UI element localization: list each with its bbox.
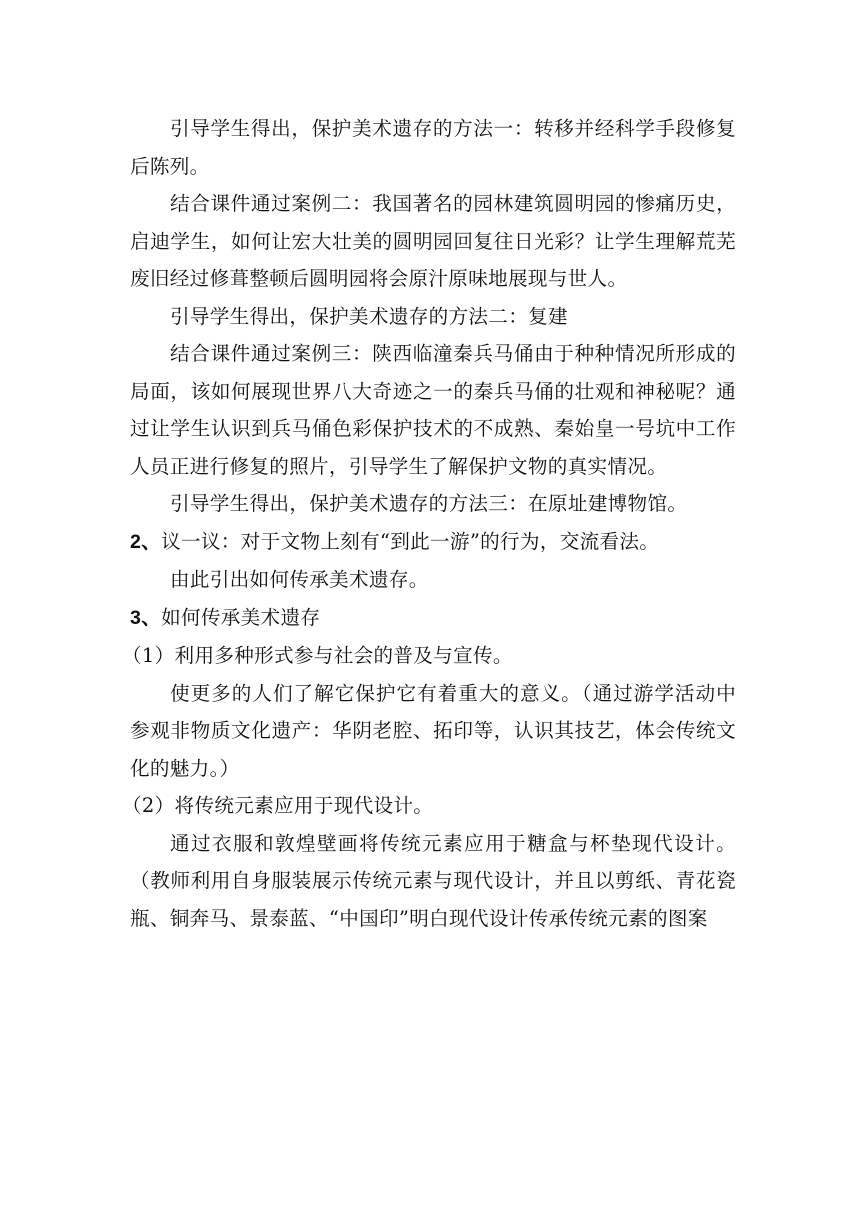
paragraph-significance: 使更多的人们了解它保护它有着重大的意义。（通过游学活动中参观非物质文化遗产：华阴老腔、拓印等，认识其技艺，体会传统文化的魅力。） xyxy=(130,681,736,780)
document-body xyxy=(122,110,736,937)
sub-item-2: （2）将传统元素应用于现代设计。 xyxy=(122,794,434,817)
sub-item-1: （1）利用多种形式参与社会的普及与宣传。 xyxy=(122,644,513,667)
paragraph-case-two: 结合课件通过案例二：我国著名的园林建筑圆明园的惨痛历史，启迪学生，如何让宏大壮美的圆明园回复往日光彩？让学生理解荒芜废旧经过修葺整顿后圆明园将会原汁原味地展现与世人。 xyxy=(130,192,736,290)
list-item-inherit-text: 如何传承美术遗存 xyxy=(161,605,321,629)
paragraph-method-two: 引导学生得出，保护美术遗存的方法二：复建 xyxy=(170,304,568,328)
paragraph-case-three: 结合课件通过案例三：陕西临潼秦兵马俑由于种种情况所形成的局面，该如何展现世界八大奇迹之一的秦兵马俑的壮观和神秘呢？通过让学生认识到兵马俑色彩保护技术的不成熟、秦始皇一号坑中工作人员正进行修复的照片，引导学生了解保护文物的真实情况。 xyxy=(130,342,736,478)
list-item-discuss xyxy=(130,523,736,562)
list-item-discuss-text: 议一议：对于文物上刻有“到此一游”的行为，交流看法。 xyxy=(161,529,660,553)
paragraph-method-one: 引导学生得出，保护美术遗存的方法一：转移并经科学手段修复后陈列。 xyxy=(130,117,736,178)
paragraph-lead-in: 由此引出如何传承美术遗存。 xyxy=(170,568,429,591)
paragraph-modern-design: 通过衣服和敦煌壁画将传统元素应用于糖盒与杯垫现代设计。（教师利用自身服装展示传统元素与现代设计，并且以剪纸、青花瓷瓶、铜奔马、景泰蓝、“中国印”明白现代设计传承传统元素的图案 xyxy=(130,831,736,930)
list-item-inherit xyxy=(130,599,736,638)
list-number-3: 3、 xyxy=(130,606,162,629)
paragraph-method-three: 引导学生得出，保护美术遗存的方法三：在原址建博物馆。 xyxy=(170,492,688,515)
list-number-2: 2、 xyxy=(130,530,162,553)
